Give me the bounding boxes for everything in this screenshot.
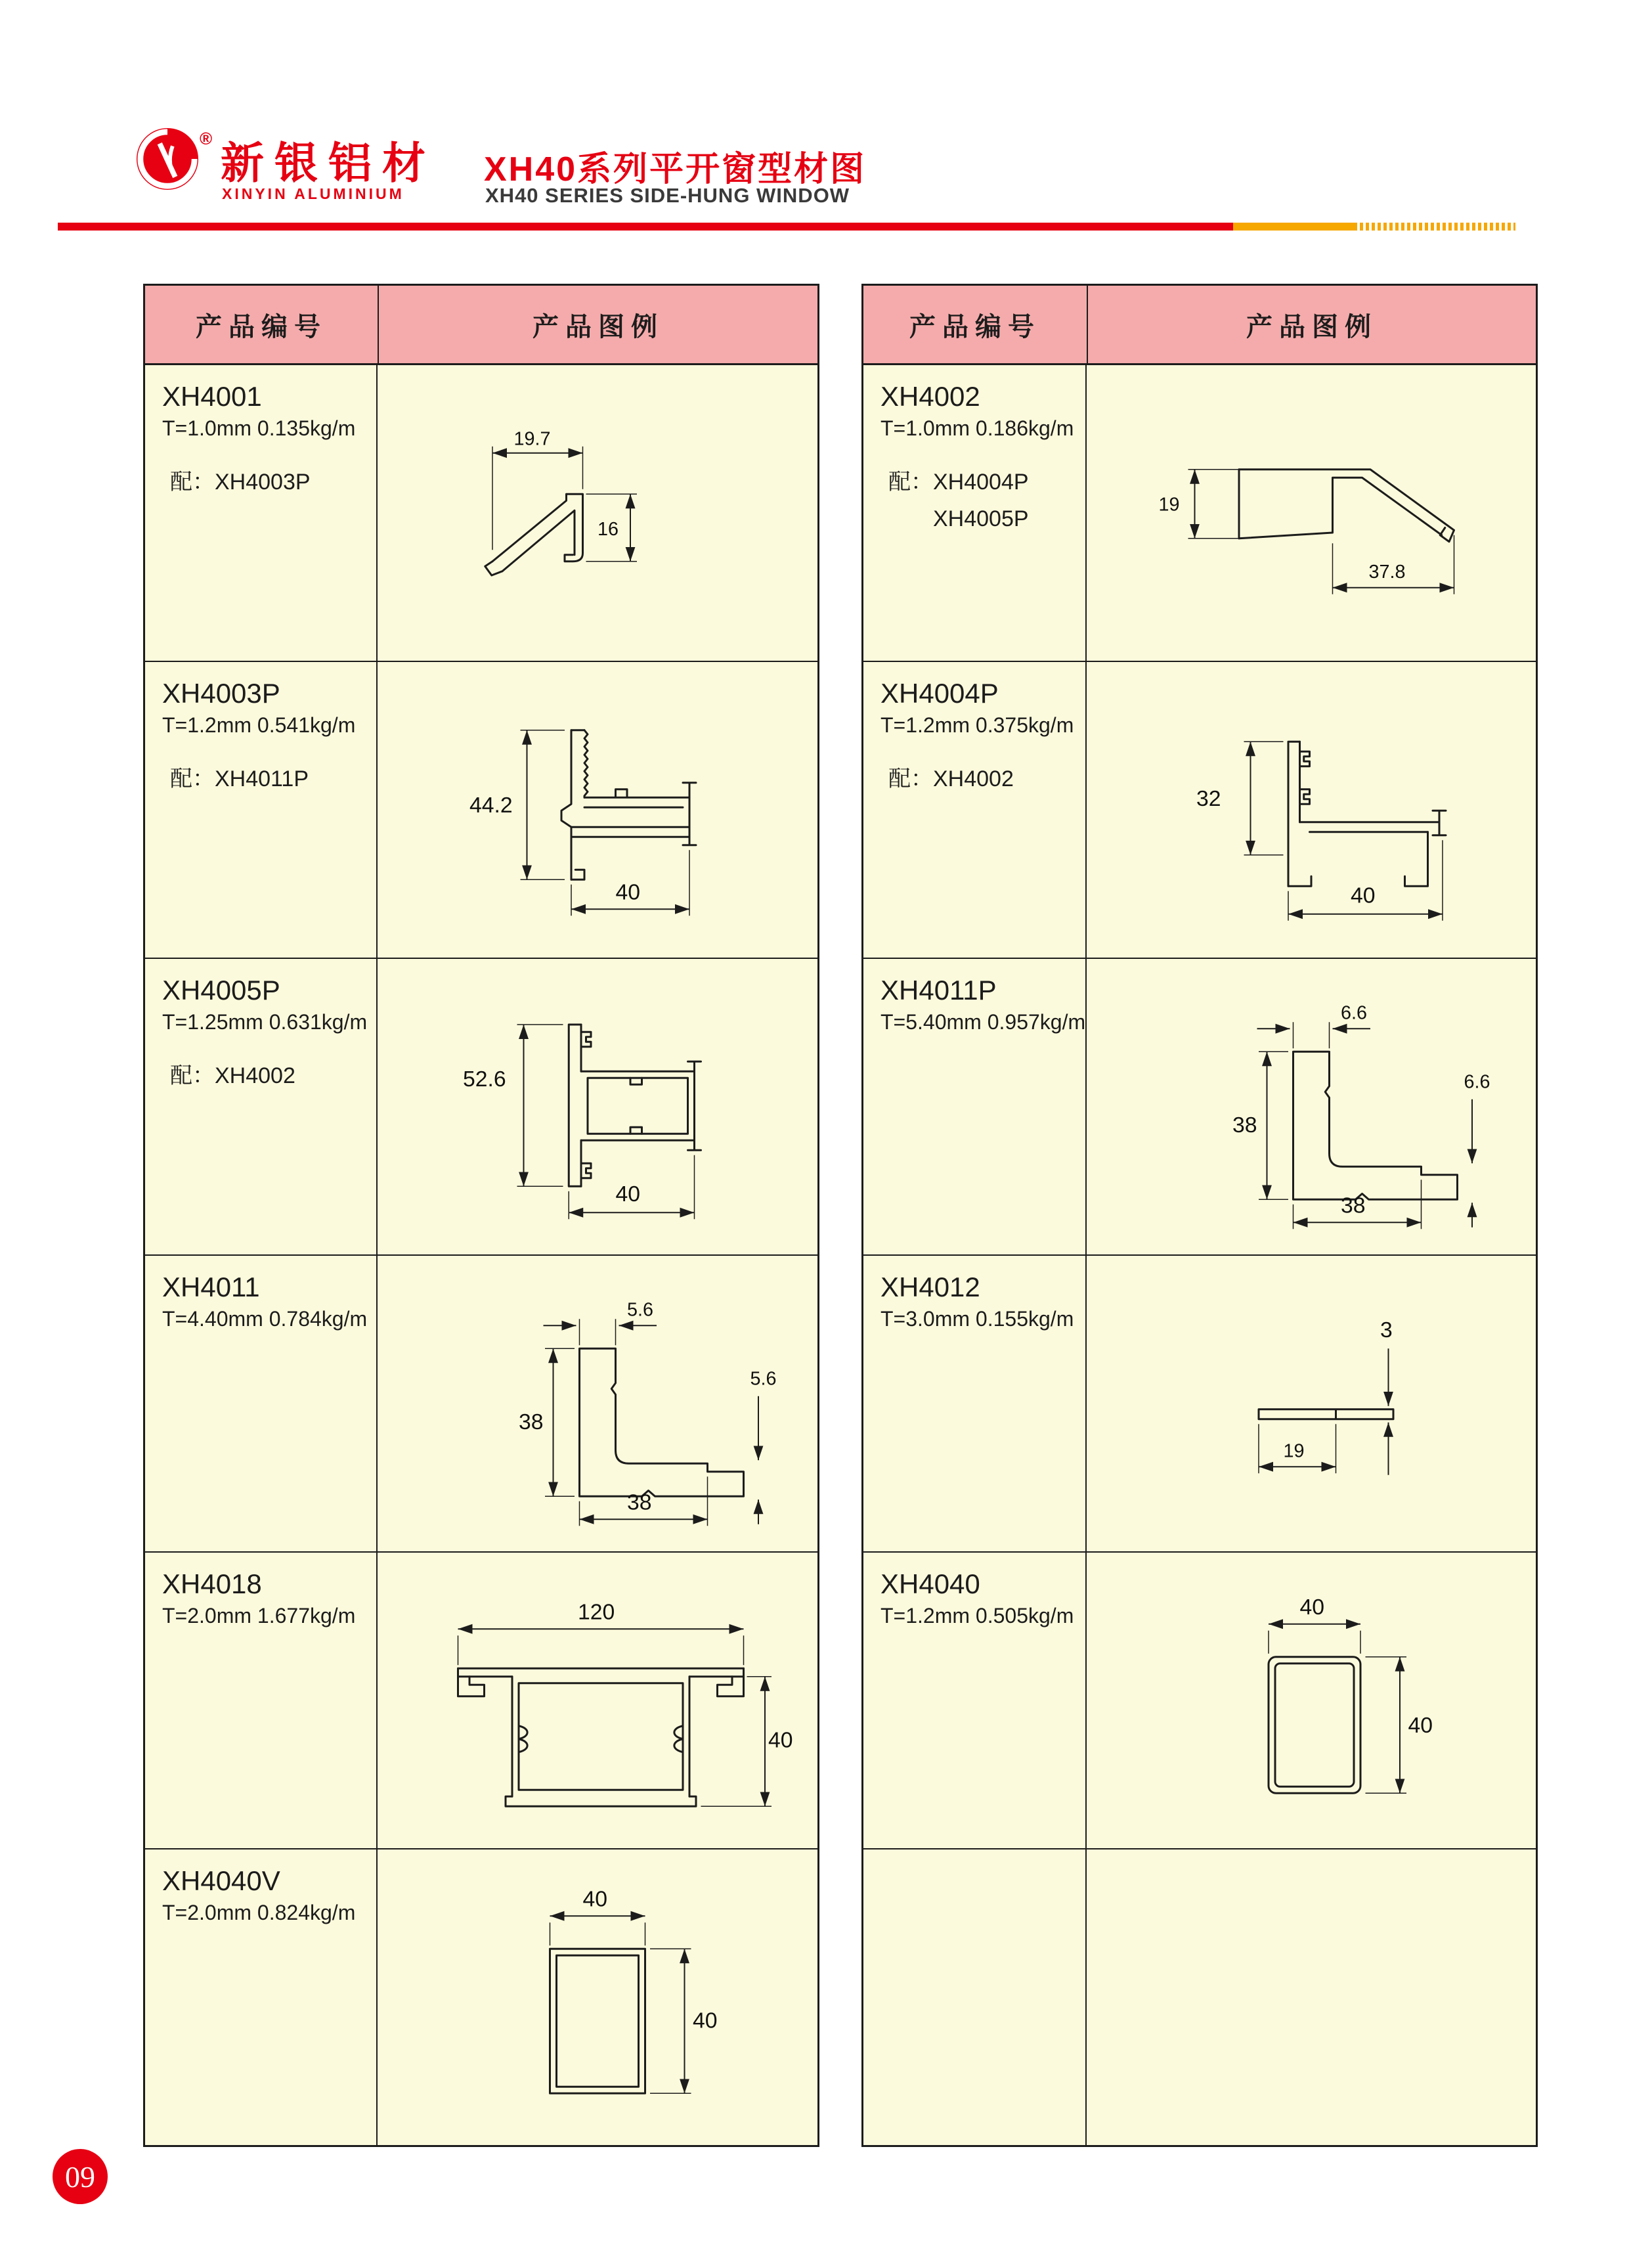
product-code: XH4012 [880,1272,980,1302]
table-row [863,1553,1536,1849]
table-row [863,365,1536,662]
profile-drawing-xh4005p [401,979,794,1234]
product-spec: T=1.2mm 0.541kg/m [162,713,356,737]
product-match [170,761,309,797]
dim-label: 16 [598,518,619,540]
table-row-empty [863,1849,1536,2145]
dim-label: 120 [578,1599,615,1625]
product-code: XH4003P [162,678,280,709]
match-label: 配： [170,766,215,791]
product-spec: T=2.0mm 1.677kg/m [162,1604,356,1627]
table-header-drawing: 产品图例 [1246,312,1378,342]
dim-label: 40 [1351,883,1376,908]
product-match [170,1057,295,1094]
table-row [863,959,1536,1256]
table-row [863,1256,1536,1553]
profile-drawing-xh4012 [1114,1276,1508,1531]
product-spec: T=4.40mm 0.784kg/m [162,1307,368,1331]
table-row [145,1256,817,1553]
match-code: XH4005P [933,506,1029,531]
product-spec: T=1.0mm 0.135kg/m [162,416,356,440]
dim-label: 40 [615,1181,641,1206]
product-spec: T=1.2mm 0.375kg/m [880,713,1074,737]
dim-label: 5.6 [627,1299,653,1321]
product-spec: T=3.0mm 0.155kg/m [880,1307,1074,1331]
header-rule-orange [1233,223,1354,231]
dim-label: 6.6 [1464,1071,1490,1093]
dim-label: 3 [1380,1317,1393,1342]
product-code: XH4040V [162,1865,280,1896]
product-code: XH4040 [880,1568,980,1599]
match-code: XH4002 [933,766,1014,791]
dim-label: 38 [1341,1193,1366,1218]
table-row [145,1849,817,2145]
match-label: 配： [170,470,215,495]
profile-drawing-xh4011 [401,1276,794,1531]
dim-label: 44.2 [469,792,513,818]
table-header [863,286,1536,365]
table-row [145,662,817,959]
dim-label: 40 [582,1886,608,1912]
dim-label: 38 [519,1409,544,1434]
dim-label: 40 [615,879,641,905]
profile-drawing-xh4011p [1114,979,1508,1234]
product-code: XH4011P [880,975,997,1006]
dim-label: 40 [693,2008,718,2033]
profile-drawing-xh4018 [401,1573,794,1828]
registered-trademark: ® [200,129,213,148]
page-subtitle: XH40 SERIES SIDE-HUNG WINDOW [485,184,850,207]
match-code: XH4011P [215,766,309,791]
product-code: XH4001 [162,381,262,412]
dim-label: 37.8 [1368,561,1406,583]
page-number: 09 [65,2159,95,2194]
profile-drawing-xh4004p [1114,682,1508,937]
dim-label: 19 [1283,1440,1305,1462]
match-code: XH4002 [215,1063,295,1088]
product-table-right [861,284,1538,2147]
dim-label: 32 [1196,786,1221,811]
table-row [863,662,1536,959]
header-rule-red [58,223,1233,231]
dim-label: 19 [1158,494,1180,516]
match-label: 配： [888,470,933,495]
profile-drawing-xh4002 [1114,386,1508,640]
profile-drawing-xh4001 [401,386,794,640]
dim-label: 52.6 [463,1066,506,1092]
dim-label: 40 [1299,1594,1325,1620]
dim-label: 5.6 [750,1368,777,1390]
product-spec: T=2.0mm 0.824kg/m [162,1901,356,1924]
match-code: XH4003P [215,470,311,495]
table-row [145,959,817,1256]
product-spec: T=5.40mm 0.957kg/m [880,1010,1086,1034]
page-title: XH40系列平开窗型材图 [484,150,867,188]
product-spec: T=1.2mm 0.505kg/m [880,1604,1074,1627]
dim-label: 6.6 [1341,1002,1367,1024]
table-header-drawing: 产品图例 [533,312,664,342]
dim-label: 38 [1232,1112,1257,1138]
match-label: 配： [170,1063,215,1088]
company-logo-icon [135,127,200,191]
profile-drawing-xh4040v [401,1870,794,2125]
product-code: XH4004P [880,678,999,709]
table-header-code: 产品编号 [863,286,1088,363]
table-header-code: 产品编号 [145,286,379,363]
profile-drawing-xh4003p [401,682,794,937]
product-spec: T=1.25mm 0.631kg/m [162,1010,368,1034]
dim-label: 38 [627,1490,652,1515]
dim-label: 40 [768,1727,793,1753]
product-code: XH4018 [162,1568,262,1599]
product-spec: T=1.0mm 0.186kg/m [880,416,1074,440]
table-row [145,365,817,662]
dim-label: 40 [1408,1712,1433,1738]
product-table-left [143,284,819,2147]
product-code: XH4005P [162,975,280,1006]
brand-name-en: XINYIN ALUMINIUM [222,185,404,202]
product-match [888,464,1029,537]
table-row [145,1553,817,1849]
table-header [145,286,817,365]
match-label: 配： [888,766,933,791]
product-match [888,761,1014,797]
product-match [170,464,311,500]
dim-label: 19.7 [513,428,551,450]
profile-drawing-xh4040 [1114,1573,1508,1828]
match-code: XH4004P [933,470,1029,495]
product-code: XH4011 [162,1272,260,1302]
header-rule-stripes [1354,223,1515,231]
page-number-badge [53,2149,108,2204]
brand-name-cn: 新银铝材 [221,139,436,187]
product-code: XH4002 [880,381,980,412]
